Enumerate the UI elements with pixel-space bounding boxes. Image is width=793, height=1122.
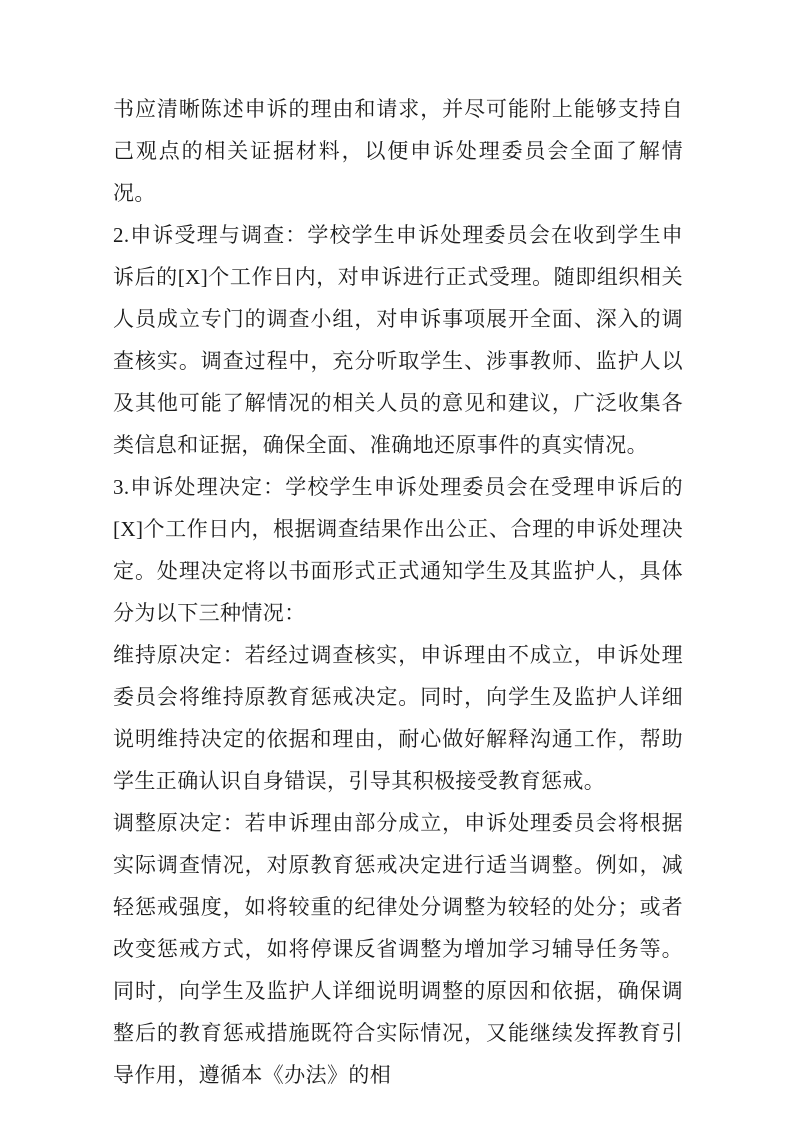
paragraph-adjust: 调整原决定：若申诉理由部分成立，申诉处理委员会将根据实际调查情况，对原教育惩戒决定进行适当调整。例如，减轻惩戒强度，如将较重的纪律处分调整为较轻的处分；或者改变惩戒方式，如将停课反省调整为增加学习辅导任务等。同时，向学生及监护人详细说明调整的原因和依据，确保调整后的教育惩戒措施既符合实际情况，又能继续发挥教育引导作用，遵循本《办法》的相 [113,811,683,1087]
paragraph-decision: 3.申诉处理决定：学校学生申诉处理委员会在受理申诉后的[X]个工作日内，根据调查结果作出公正、合理的申诉处理决定。处理决定将以书面形式正式通知学生及其监护人，具体分为以下三种情况： [113,475,683,625]
paragraph-acceptance-investigation: 2.申诉受理与调查：学校学生申诉处理委员会在收到学生申诉后的[X]个工作日内，对申诉进行正式受理。随即组织相关人员成立专门的调查小组，对申诉事项展开全面、深入的调查核实。调查过程中，充分听取学生、涉事教师、监护人以及其他可能了解情况的相关人员的意见和建议，广泛收集各类信息和证据，确保全面、准确地还原事件的真实情况。 [113,223,683,457]
paragraph-uphold: 维持原决定：若经过调查核实，申诉理由不成立，申诉处理委员会将维持原教育惩戒决定。同时，向学生及监护人详细说明维持决定的依据和理由，耐心做好解释沟通工作，帮助学生正确认识自身错误，引导其积极接受教育惩戒。 [113,643,683,793]
document-body [113,88,683,1096]
paragraph-continuation: 书应清晰陈述申诉的理由和请求，并尽可能附上能够支持自己观点的相关证据材料，以便申诉处理委员会全面了解情况。 [113,97,683,205]
